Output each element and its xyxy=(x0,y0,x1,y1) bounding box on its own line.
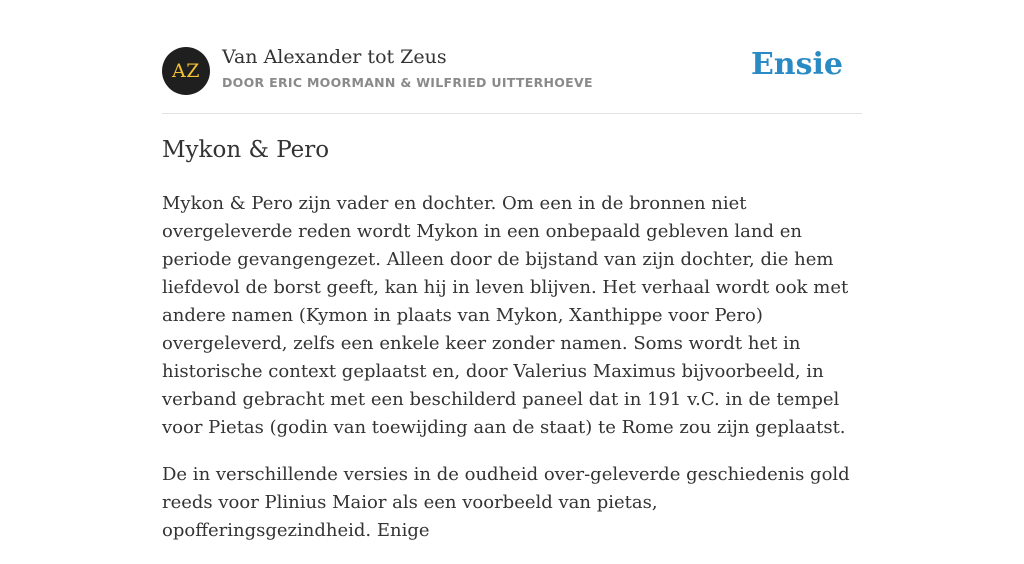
author-avatar[interactable]: AZ xyxy=(162,47,210,95)
entry-title: Mykon & Pero xyxy=(162,137,330,163)
content-column xyxy=(162,0,862,541)
entry-body xyxy=(162,190,862,564)
book-title-link[interactable]: Van Alexander tot Zeus xyxy=(222,46,447,68)
entry-paragraph: Mykon & Pero zijn vader en dochter. Om een in de bronnen niet overgeleverde reden wordt Mykon in een onbepaald gebleven land en periode gevangengezet. Alleen door de bijstand van zijn dochter, die hem liefdevol de borst geeft, kan hij in leven blijven. Het verhaal wordt ook met andere namen (Kymon in plaats van Mykon, Xanthippe voor Pero) overgeleverd, zelfs een enkele keer zonder namen. Soms wordt het in historische context geplaatst en, door Valerius Maximus bijvoorbeeld, in verband gebracht met een beschilderd paneel dat in 191 v.C. in de tempel voor Pietas (godin van toewijding aan de staat) te Rome zou zijn geplaatst. xyxy=(162,193,849,438)
entry-header xyxy=(162,0,862,114)
book-authors: DOOR ERIC MOORMANN & WILFRIED UITTERHOEVE xyxy=(222,75,593,90)
ensie-logo-link[interactable]: Ensie xyxy=(750,47,843,82)
entry-paragraph: De in verschillende versies in de oudheid over-geleverde geschiedenis gold reeds voor Plinius Maior als een voorbeeld van pietas, opofferingsgezindheid. Enige xyxy=(162,464,850,541)
